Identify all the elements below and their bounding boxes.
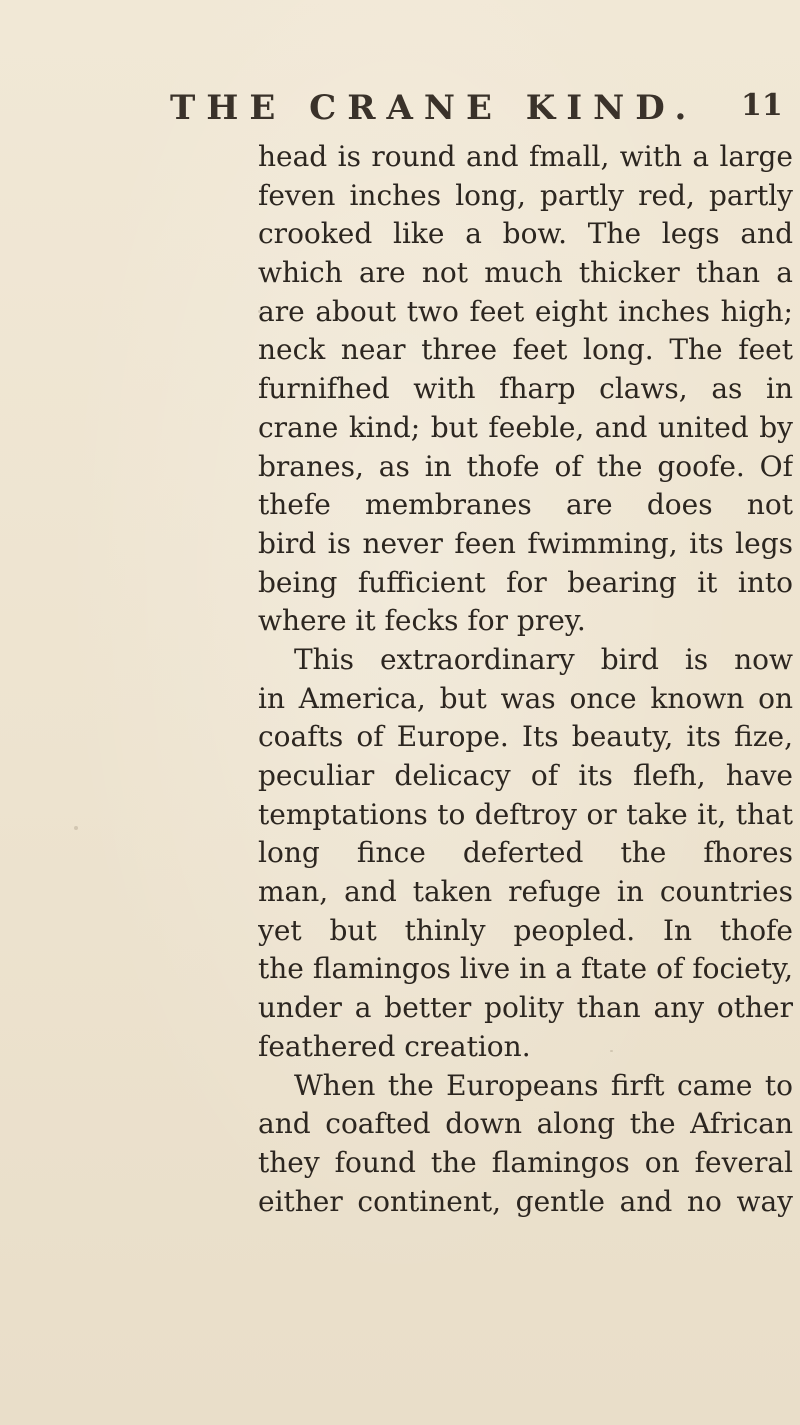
text-line: furnifhed with fharp claws, as in bbox=[258, 372, 793, 406]
text-line: neck near three feet long. The feet bbox=[258, 333, 793, 367]
paragraph-start-line: This extraordinary bird is now bbox=[294, 642, 793, 676]
text-line: being fufficient for bearing it into bbox=[258, 565, 793, 599]
text-line: crane kind; but feeble, and united by bbox=[258, 410, 793, 444]
text-line: branes, as in thofe of the goofe. Of bbox=[258, 449, 793, 483]
text-line: bird is never feen fwimming, its legs bbox=[258, 526, 793, 560]
page-number: 11 bbox=[741, 88, 783, 123]
text-line: coafts of Europe. Its beauty, its fize, bbox=[258, 720, 793, 754]
text-line: either continent, gentle and no way bbox=[258, 1184, 793, 1218]
text-line: in America, but was once known on bbox=[258, 681, 793, 715]
text-line: are about two feet eight inches high; bbox=[258, 294, 793, 328]
page-header bbox=[170, 88, 790, 128]
text-line: peculiar delicacy of its flefh, have bbox=[258, 759, 793, 792]
body-text bbox=[258, 138, 793, 1221]
text-line: under a better polity than any other bbox=[258, 991, 793, 1025]
text-line: where it fecks for prey. bbox=[258, 604, 586, 638]
text-line: thefe membranes are does not bbox=[258, 488, 793, 522]
text-line: and coafted down along the African bbox=[258, 1107, 793, 1141]
paper-speck bbox=[258, 310, 261, 313]
text-line: the flamingos live in a ftate of fociety, bbox=[258, 952, 793, 986]
text-line: head is round and fmall, with a large bbox=[258, 140, 793, 173]
text-line: crooked like a bow. The legs and bbox=[258, 217, 793, 251]
text-line: yet but thinly peopled. In thofe bbox=[258, 913, 793, 947]
text-line: they found the flamingos on feveral bbox=[258, 1145, 793, 1179]
text-line: long fince deferted the fhores bbox=[258, 836, 793, 870]
text-line: temptations to deftroy or take it, that bbox=[258, 797, 793, 831]
paragraph-start-line: When the Europeans firft came to bbox=[294, 1068, 793, 1102]
running-head: THE CRANE KIND. bbox=[170, 88, 698, 128]
text-line: feathered creation. bbox=[258, 1029, 531, 1063]
paper-speck bbox=[610, 1050, 613, 1052]
paper-speck bbox=[74, 826, 78, 830]
text-line: man, and taken refuge in countries bbox=[258, 875, 793, 909]
text-line: feven inches long, partly red, partly bbox=[258, 178, 793, 212]
text-line: which are not much thicker than a bbox=[258, 256, 793, 290]
